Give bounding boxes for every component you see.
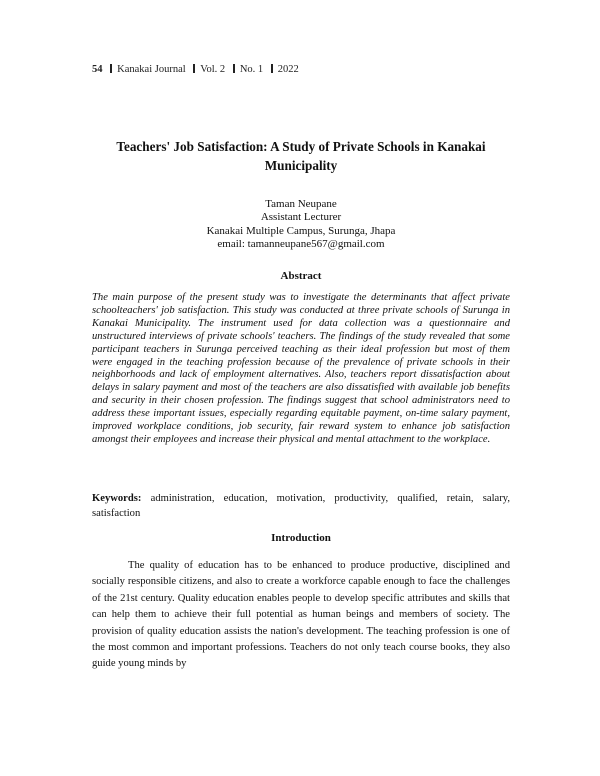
page-number: 54 (92, 64, 103, 75)
abstract-text: The main purpose of the present study was to investigate the determinants that affect private schoolteachers' job satisfaction. This study was conducted at three private schools of Surunga in Kanakai Municipality. The instrument used for data collection was a questionnaire and unstructured interviews of private schools' teachers. The findings of the study revealed that some participant teachers in Surunga perceived teaching as their ideal profession but most of them were engaged in the teaching profession because of the prevalence of private schools in their neighborhoods and lack of employment alternatives. Also, teachers report dissatisfaction about delays in salary payment and most of the teachers are also dissatisfied with available job benefits and security in their chosen profession. The findings suggest that school administrators need to address these important issues, especially regarding equitable payment, on-time salary payment, improved workplace conditions, job security, fair reward system to enhance job satisfaction amongst their employees and increase their physical and mental attachment to the workplace. (92, 292, 510, 445)
paper-title: Teachers' Job Satisfaction: A Study of Private Schools in Kanakai Municipality (116, 139, 486, 173)
journal-year: 2022 (277, 64, 299, 75)
abstract-heading: Abstract (280, 270, 322, 282)
author-affiliation: Kanakai Multiple Campus, Surunga, Jhapa (206, 224, 396, 237)
header-separator (233, 64, 235, 73)
keywords-label: Keywords: (92, 493, 142, 504)
header-separator (271, 64, 273, 73)
running-header (92, 64, 299, 75)
keywords-text: administration, education, motivation, productivity, qualified, retain, salary, satisfaction (92, 493, 510, 519)
journal-name: Kanakai Journal (117, 64, 186, 75)
introduction-text: The quality of education has to be enhanced to produce productive, disciplined and socially responsible citizens, and also to create a workforce capable enough to face the challenges of the 21st century. Quality education enables people to develop specific attributes and skills that can help them to achieve their full potential as human beings and members of society. The provision of quality education assists the nation's development. The teaching profession is one of the most common and important professions. Teachers do not only teach course books, they also guide young minds by (92, 560, 510, 670)
header-separator (110, 64, 112, 73)
journal-issue: No. 1 (239, 64, 264, 75)
author-name: Taman Neupane (265, 198, 337, 210)
author-block (92, 198, 510, 252)
header-separator (193, 64, 195, 73)
journal-volume: Vol. 2 (200, 64, 226, 75)
introduction-heading: Introduction (271, 532, 331, 544)
keywords (92, 491, 510, 521)
author-position: Assistant Lecturer (260, 211, 342, 224)
author-email: email: tamanneupane567@gmail.com (217, 238, 385, 251)
